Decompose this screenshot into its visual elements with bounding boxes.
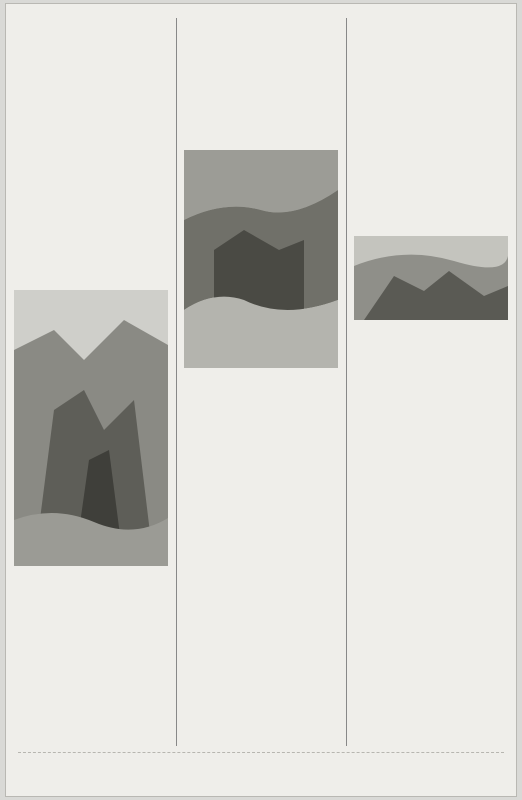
article-column-middle-bottom [182, 382, 340, 746]
article-column-left-bottom [12, 580, 170, 746]
article-column-right-top [352, 18, 510, 232]
article-column-middle-top [182, 18, 340, 146]
column-divider [176, 18, 177, 746]
lovers-leap-illustration [14, 290, 168, 566]
newspaper-page [6, 4, 516, 796]
article-column-right-bottom [352, 334, 510, 746]
column-divider [346, 18, 347, 746]
article-column-left-top [12, 18, 170, 286]
handwritten-note [18, 752, 504, 789]
masthead [12, 6, 508, 18]
punch-bowl-illustration [184, 150, 338, 368]
third-illustration [354, 236, 508, 320]
